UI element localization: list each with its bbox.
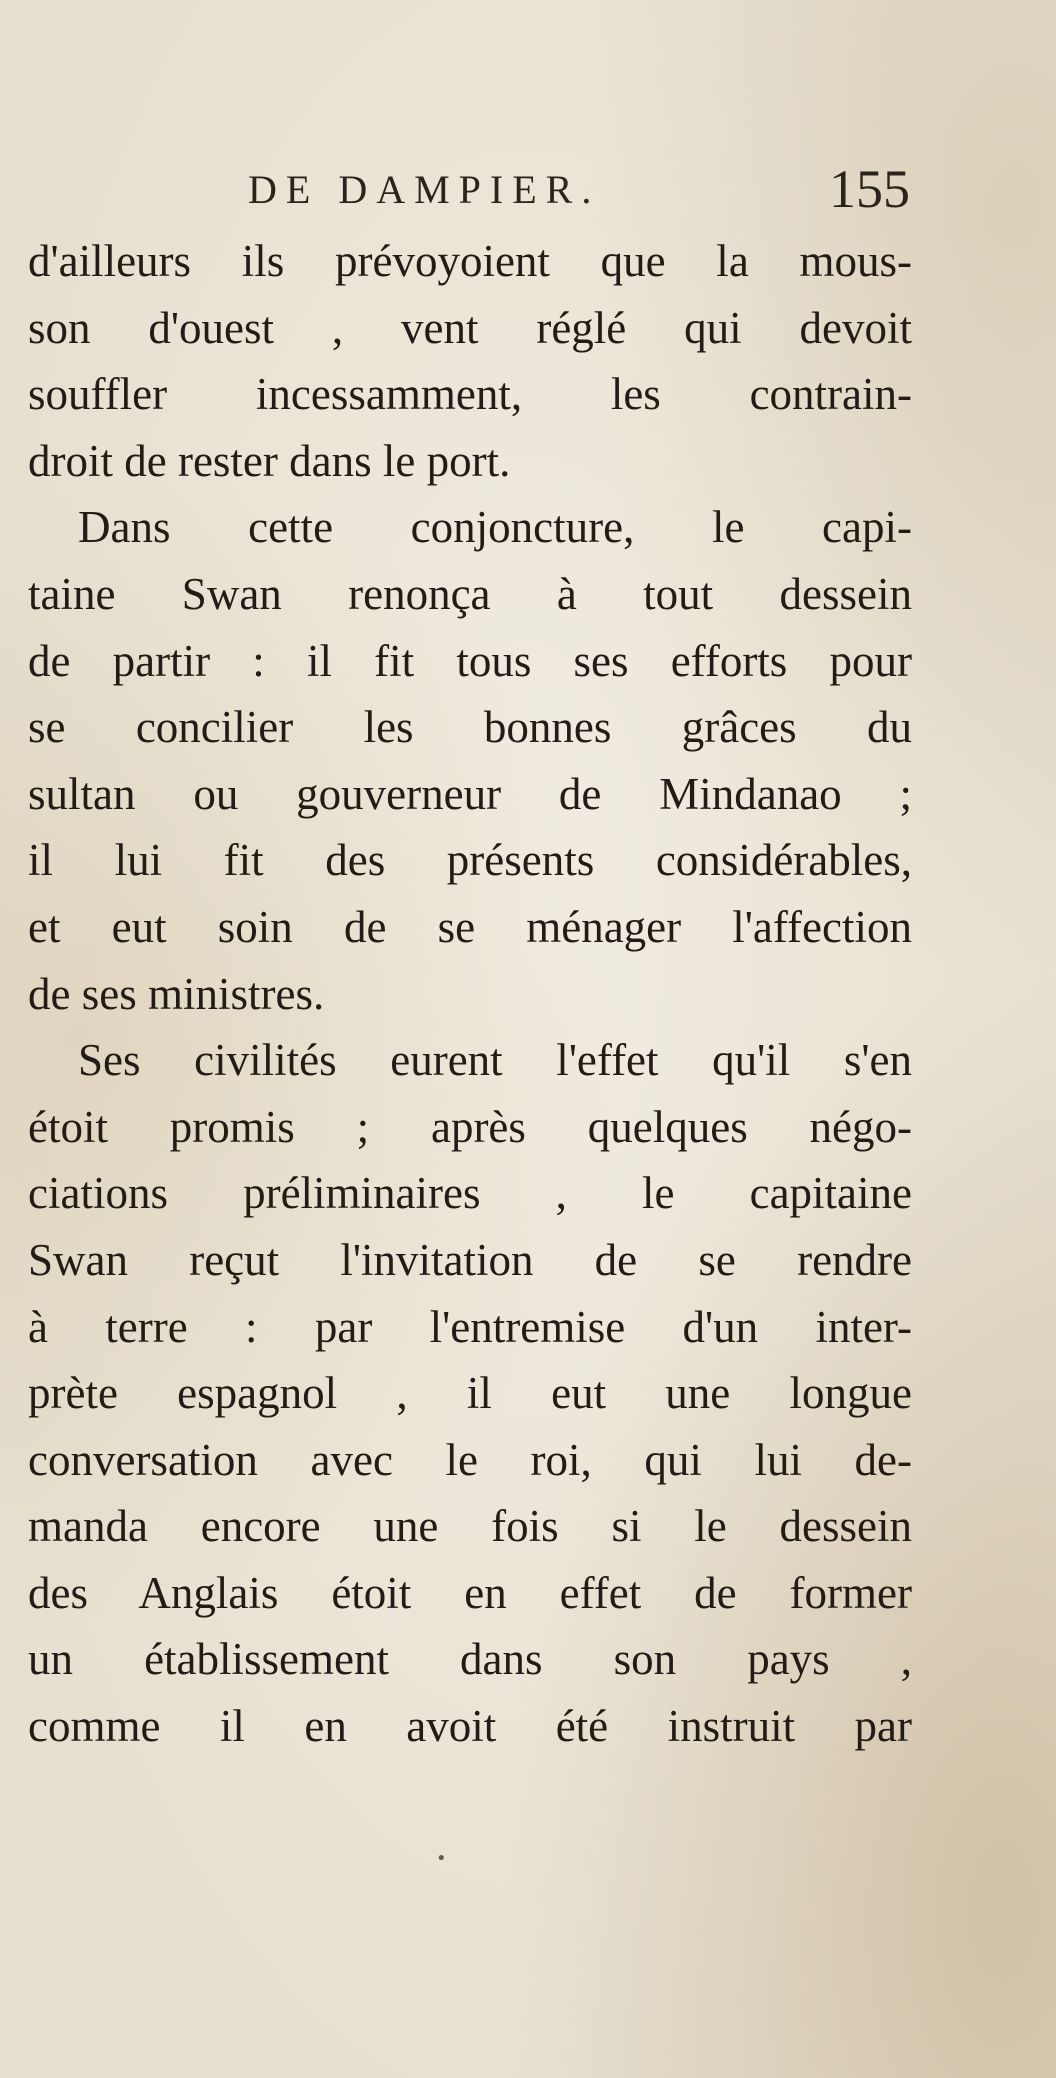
text-line: comme il en avoit été instruit par	[28, 1701, 912, 1752]
text-line: étoit promis ; après quelques négo-	[28, 1101, 912, 1152]
text-line: de partir : il fit tous ses efforts pour	[28, 635, 912, 686]
text-line: Swan reçut l'invitation de se rendre	[28, 1234, 912, 1285]
text-line: droit de rester dans le port.	[28, 435, 511, 486]
text-line: souffler incessamment, les contrain-	[28, 369, 912, 420]
text-line: un établissement dans son pays ,	[28, 1634, 912, 1685]
text-line: ciations préliminaires , le capitaine	[28, 1168, 912, 1219]
text-line: des Anglais étoit en effet de former	[28, 1567, 912, 1618]
text-line: conversation avec le roi, qui lui de-	[28, 1434, 912, 1485]
text-line: prète espagnol , il eut une longue	[28, 1368, 912, 1419]
text-line: manda encore une fois si le dessein	[28, 1501, 912, 1552]
text-line: taine Swan renonça à tout dessein	[28, 568, 912, 619]
text-line: son d'ouest , vent réglé qui devoit	[28, 302, 912, 353]
text-line: et eut soin de se ménager l'affection	[28, 901, 912, 952]
text-line: de ses ministres.	[28, 968, 325, 1019]
text-line: Dans cette conjoncture, le capi-	[78, 502, 912, 553]
text-line: se concilier les bonnes grâces du	[28, 702, 912, 753]
text-line: d'ailleurs ils prévoyoient que la mous-	[28, 236, 912, 286]
running-title: DE DAMPIER.	[248, 167, 601, 212]
body-text	[28, 228, 912, 1760]
text-line: à terre : par l'entremise d'un inter-	[28, 1301, 912, 1352]
running-header	[30, 158, 910, 228]
text-line: Ses civilités eurent l'effet qu'il s'en	[78, 1035, 912, 1086]
ornament-mark: •	[436, 1848, 447, 1869]
text-line: il lui fit des présents considérables,	[28, 835, 912, 886]
page-number: 155	[829, 159, 910, 219]
text-line: sultan ou gouverneur de Mindanao ;	[28, 768, 912, 819]
